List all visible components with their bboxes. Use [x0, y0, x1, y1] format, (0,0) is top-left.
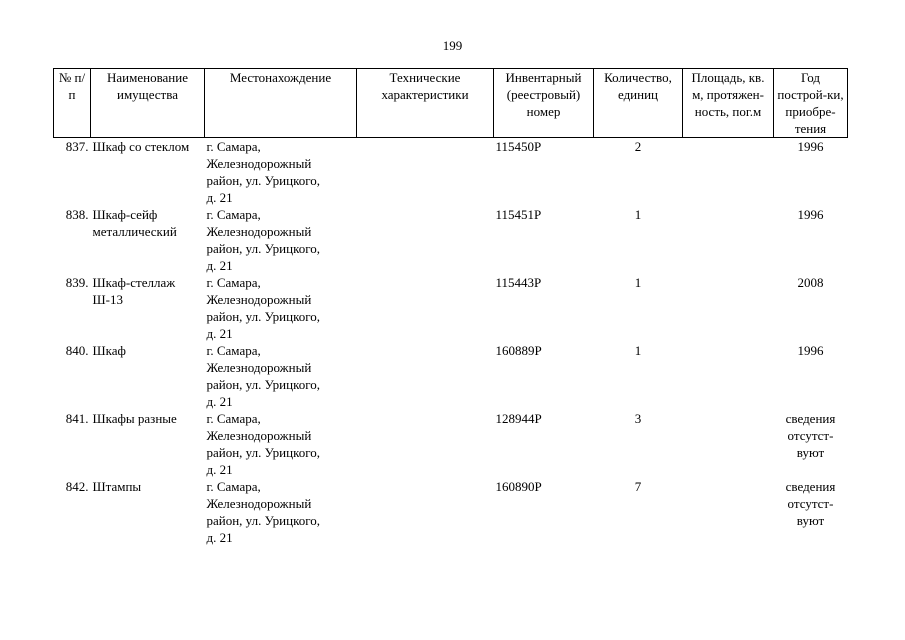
- item-year: [774, 206, 848, 274]
- inventory-table: [53, 68, 848, 546]
- item-tech: [357, 342, 494, 410]
- item-location: [205, 410, 357, 478]
- location-line: Железнодорожный: [206, 496, 312, 511]
- location-line: г. Самара,: [206, 343, 261, 358]
- item-year: [774, 342, 848, 410]
- item-location: [205, 478, 357, 546]
- location-line: Железнодорожный: [206, 360, 312, 375]
- header-tech: Технические характеристики: [357, 69, 494, 138]
- inventory-number: 115450Р: [495, 139, 542, 154]
- location-line: д. 21: [206, 258, 233, 273]
- location-line: Железнодорожный: [206, 156, 312, 171]
- item-area: [683, 410, 774, 478]
- year-line: вуют: [796, 445, 825, 460]
- item-name: Шкафы разные: [92, 411, 177, 426]
- location-line: район, ул. Урицкого,: [206, 309, 320, 324]
- table-row: [54, 342, 848, 410]
- item-name: Штампы: [92, 479, 142, 494]
- row-number: 841.: [65, 411, 89, 426]
- row-number: 842.: [65, 479, 89, 494]
- location-line: район, ул. Урицкого,: [206, 241, 320, 256]
- item-tech: [357, 206, 494, 274]
- row-number: 837.: [65, 139, 89, 154]
- year-line: 1996: [797, 207, 824, 222]
- item-location: [205, 274, 357, 342]
- location-line: г. Самара,: [206, 479, 261, 494]
- item-area: [683, 138, 774, 207]
- year-line: сведения: [785, 411, 836, 426]
- row-number: 840.: [65, 343, 89, 358]
- year-line: 1996: [797, 343, 824, 358]
- location-line: Железнодорожный: [206, 428, 312, 443]
- item-area: [683, 206, 774, 274]
- location-line: Железнодорожный: [206, 224, 312, 239]
- location-line: д. 21: [206, 326, 233, 341]
- year-line: отсутст-: [787, 496, 834, 511]
- table-row: [54, 206, 848, 274]
- header-num: № п/п: [54, 69, 91, 138]
- table-body: [54, 138, 848, 547]
- item-location: [205, 138, 357, 207]
- location-line: район, ул. Урицкого,: [206, 445, 320, 460]
- table-row: [54, 274, 848, 342]
- item-quantity: 3: [634, 411, 642, 426]
- item-year: [774, 274, 848, 342]
- inventory-number: 115451Р: [495, 207, 542, 222]
- location-line: район, ул. Урицкого,: [206, 513, 320, 528]
- inventory-number: 128944Р: [495, 411, 542, 426]
- item-location: [205, 206, 357, 274]
- item-tech: [357, 478, 494, 546]
- header-location: Местонахождение: [205, 69, 357, 138]
- item-quantity: 1: [634, 207, 642, 222]
- item-year: [774, 138, 848, 207]
- inventory-number: 115443Р: [495, 275, 542, 290]
- item-location: [205, 342, 357, 410]
- year-line: 1996: [797, 139, 824, 154]
- location-line: г. Самара,: [206, 275, 261, 290]
- item-area: [683, 274, 774, 342]
- location-line: район, ул. Урицкого,: [206, 173, 320, 188]
- row-number: 839.: [65, 275, 89, 290]
- location-line: г. Самара,: [206, 411, 261, 426]
- item-quantity: 1: [634, 343, 642, 358]
- year-line: сведения: [785, 479, 836, 494]
- row-number: 838.: [65, 207, 89, 222]
- header-area: Площадь, кв. м, протяжен-ность, пог.м: [683, 69, 774, 138]
- item-name: Шкаф-стеллаж Ш-13: [92, 275, 176, 307]
- item-quantity: 7: [634, 479, 642, 494]
- item-quantity: 2: [634, 139, 642, 154]
- header-name: Наименование имущества: [91, 69, 205, 138]
- item-tech: [357, 410, 494, 478]
- table-row: [54, 410, 848, 478]
- table-row: [54, 478, 848, 546]
- item-year: [774, 478, 848, 546]
- item-area: [683, 478, 774, 546]
- year-line: отсутст-: [787, 428, 834, 443]
- inventory-number: 160890Р: [495, 479, 542, 494]
- header-inventory: Инвентарный (реестровый) номер: [494, 69, 594, 138]
- item-tech: [357, 274, 494, 342]
- header-year: Год построй-ки, приобре-тения: [774, 69, 848, 138]
- location-line: д. 21: [206, 394, 233, 409]
- location-line: г. Самара,: [206, 139, 261, 154]
- year-line: вуют: [796, 513, 825, 528]
- item-quantity: 1: [634, 275, 642, 290]
- location-line: район, ул. Урицкого,: [206, 377, 320, 392]
- item-name: Шкаф-сейф металлический: [92, 207, 177, 239]
- item-tech: [357, 138, 494, 207]
- location-line: д. 21: [206, 190, 233, 205]
- page-number: 199: [442, 38, 463, 53]
- location-line: д. 21: [206, 462, 233, 477]
- item-name: Шкаф со стеклом: [92, 139, 190, 154]
- table-header-row: [54, 69, 848, 138]
- item-area: [683, 342, 774, 410]
- header-quantity: Количество, единиц: [594, 69, 683, 138]
- item-name: Шкаф: [92, 343, 126, 358]
- inventory-number: 160889Р: [495, 343, 542, 358]
- location-line: г. Самара,: [206, 207, 261, 222]
- location-line: Железнодорожный: [206, 292, 312, 307]
- location-line: д. 21: [206, 530, 233, 545]
- item-year: [774, 410, 848, 478]
- table-row: [54, 138, 848, 207]
- year-line: 2008: [797, 275, 824, 290]
